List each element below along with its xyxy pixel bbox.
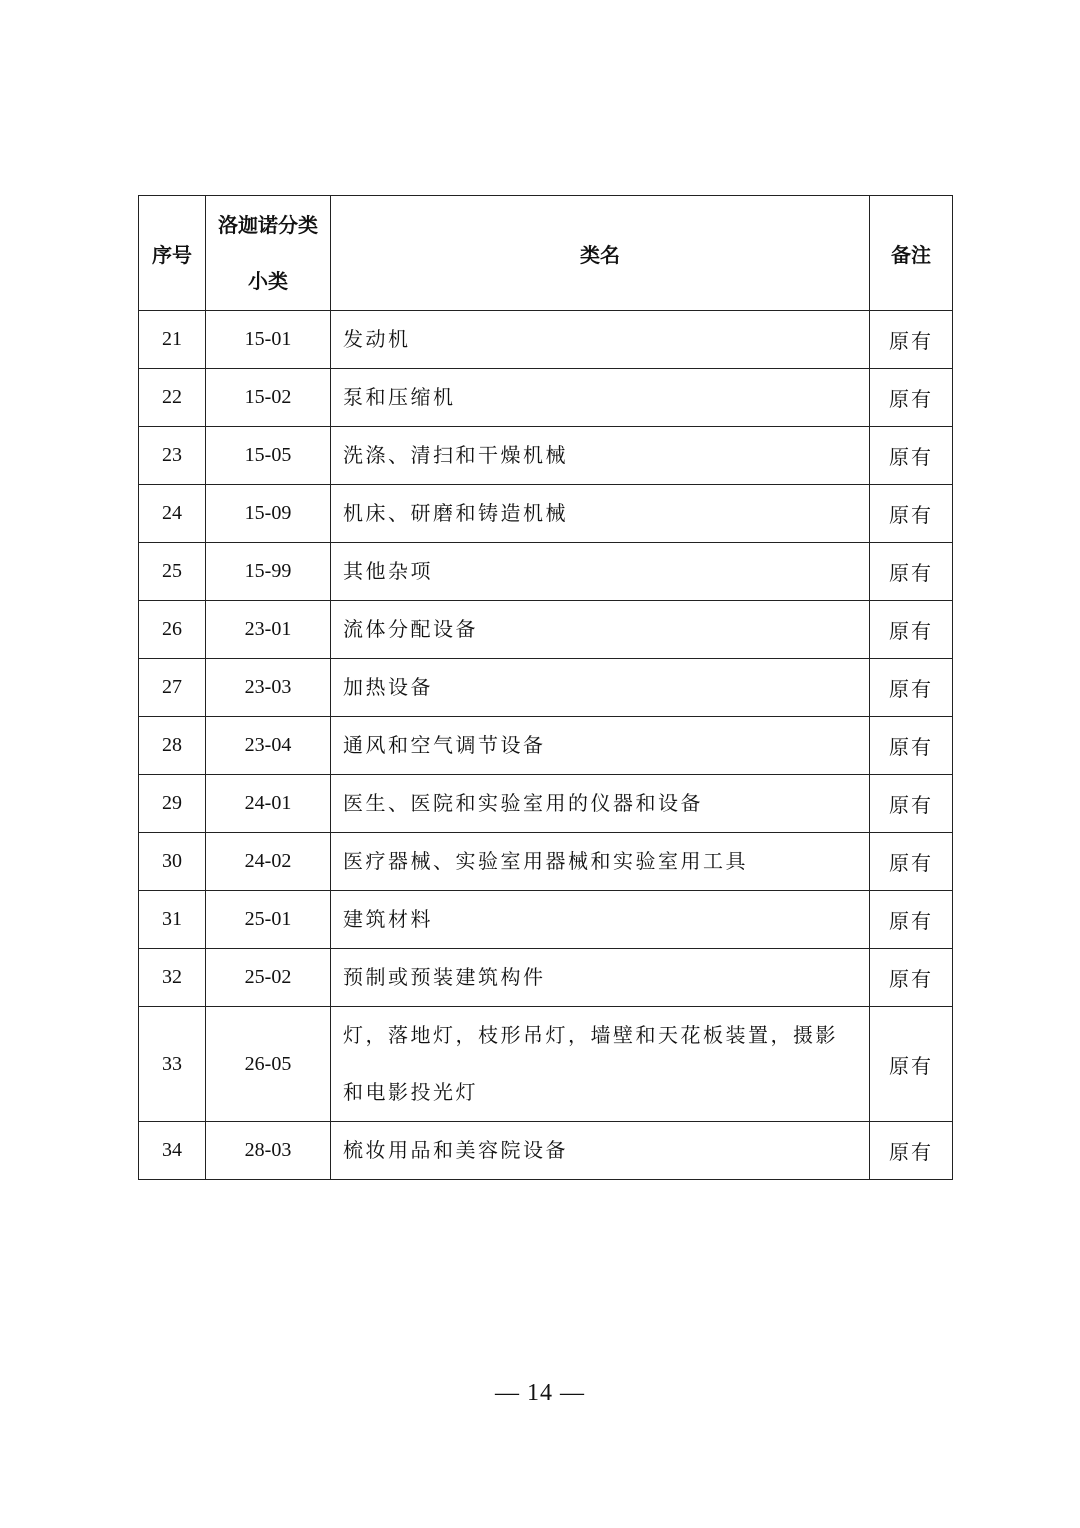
row-note: 原有 (870, 601, 953, 659)
row-name: 流体分配设备 (331, 601, 870, 659)
header-locarno-subclass (206, 196, 331, 311)
row-note: 原有 (870, 543, 953, 601)
table-row (139, 311, 953, 369)
row-seq: 24 (139, 485, 206, 543)
row-code: 15-05 (206, 427, 331, 485)
row-note: 原有 (870, 1007, 953, 1122)
row-name: 加热设备 (331, 659, 870, 717)
row-note: 原有 (870, 427, 953, 485)
header-locarno-line1: 洛迦诺分类 (218, 213, 318, 237)
classification-table (138, 195, 953, 1180)
table-row (139, 485, 953, 543)
row-seq: 22 (139, 369, 206, 427)
row-code: 15-09 (206, 485, 331, 543)
row-note: 原有 (870, 311, 953, 369)
table-row (139, 891, 953, 949)
row-code: 26-05 (206, 1007, 331, 1122)
row-code: 24-02 (206, 833, 331, 891)
table-row (139, 1007, 953, 1122)
table-row (139, 833, 953, 891)
row-code: 23-01 (206, 601, 331, 659)
row-code: 15-02 (206, 369, 331, 427)
table-row (139, 427, 953, 485)
page-number: — 14 — (495, 1380, 585, 1406)
row-name: 机床、研磨和铸造机械 (331, 485, 870, 543)
table-row (139, 1122, 953, 1180)
row-name: 其他杂项 (331, 543, 870, 601)
row-code: 23-03 (206, 659, 331, 717)
row-code: 15-01 (206, 311, 331, 369)
row-name: 预制或预装建筑构件 (331, 949, 870, 1007)
row-seq: 29 (139, 775, 206, 833)
row-seq: 32 (139, 949, 206, 1007)
row-note: 原有 (870, 717, 953, 775)
row-name: 泵和压缩机 (331, 369, 870, 427)
row-note: 原有 (870, 369, 953, 427)
row-name: 梳妆用品和美容院设备 (331, 1122, 870, 1180)
table-row (139, 775, 953, 833)
table-header-row (139, 196, 953, 311)
row-note: 原有 (870, 485, 953, 543)
row-note: 原有 (870, 775, 953, 833)
row-seq: 34 (139, 1122, 206, 1180)
table-row (139, 543, 953, 601)
row-code: 23-04 (206, 717, 331, 775)
row-seq: 28 (139, 717, 206, 775)
row-code: 15-99 (206, 543, 331, 601)
row-seq: 27 (139, 659, 206, 717)
row-note: 原有 (870, 659, 953, 717)
row-seq: 21 (139, 311, 206, 369)
row-name: 通风和空气调节设备 (331, 717, 870, 775)
row-seq: 26 (139, 601, 206, 659)
table-row (139, 659, 953, 717)
header-seq: 序号 (139, 196, 206, 311)
header-class-name: 类名 (331, 196, 870, 311)
table-row (139, 717, 953, 775)
table-row (139, 601, 953, 659)
row-note: 原有 (870, 891, 953, 949)
row-name: 发动机 (331, 311, 870, 369)
header-note: 备注 (870, 196, 953, 311)
table-row (139, 949, 953, 1007)
row-code: 25-01 (206, 891, 331, 949)
row-note: 原有 (870, 1122, 953, 1180)
row-seq: 30 (139, 833, 206, 891)
row-seq: 25 (139, 543, 206, 601)
row-name: 灯，落地灯，枝形吊灯，墙壁和天花板装置，摄影和电影投光灯 (331, 1007, 870, 1122)
row-code: 25-02 (206, 949, 331, 1007)
row-name: 医疗器械、实验室用器械和实验室用工具 (331, 833, 870, 891)
row-name: 医生、医院和实验室用的仪器和设备 (331, 775, 870, 833)
row-code: 28-03 (206, 1122, 331, 1180)
row-name: 洗涤、清扫和干燥机械 (331, 427, 870, 485)
row-seq: 23 (139, 427, 206, 485)
table-row (139, 369, 953, 427)
row-code: 24-01 (206, 775, 331, 833)
row-seq: 33 (139, 1007, 206, 1122)
row-name: 建筑材料 (331, 891, 870, 949)
row-seq: 31 (139, 891, 206, 949)
row-note: 原有 (870, 833, 953, 891)
header-locarno-line2: 小类 (248, 269, 288, 293)
row-note: 原有 (870, 949, 953, 1007)
